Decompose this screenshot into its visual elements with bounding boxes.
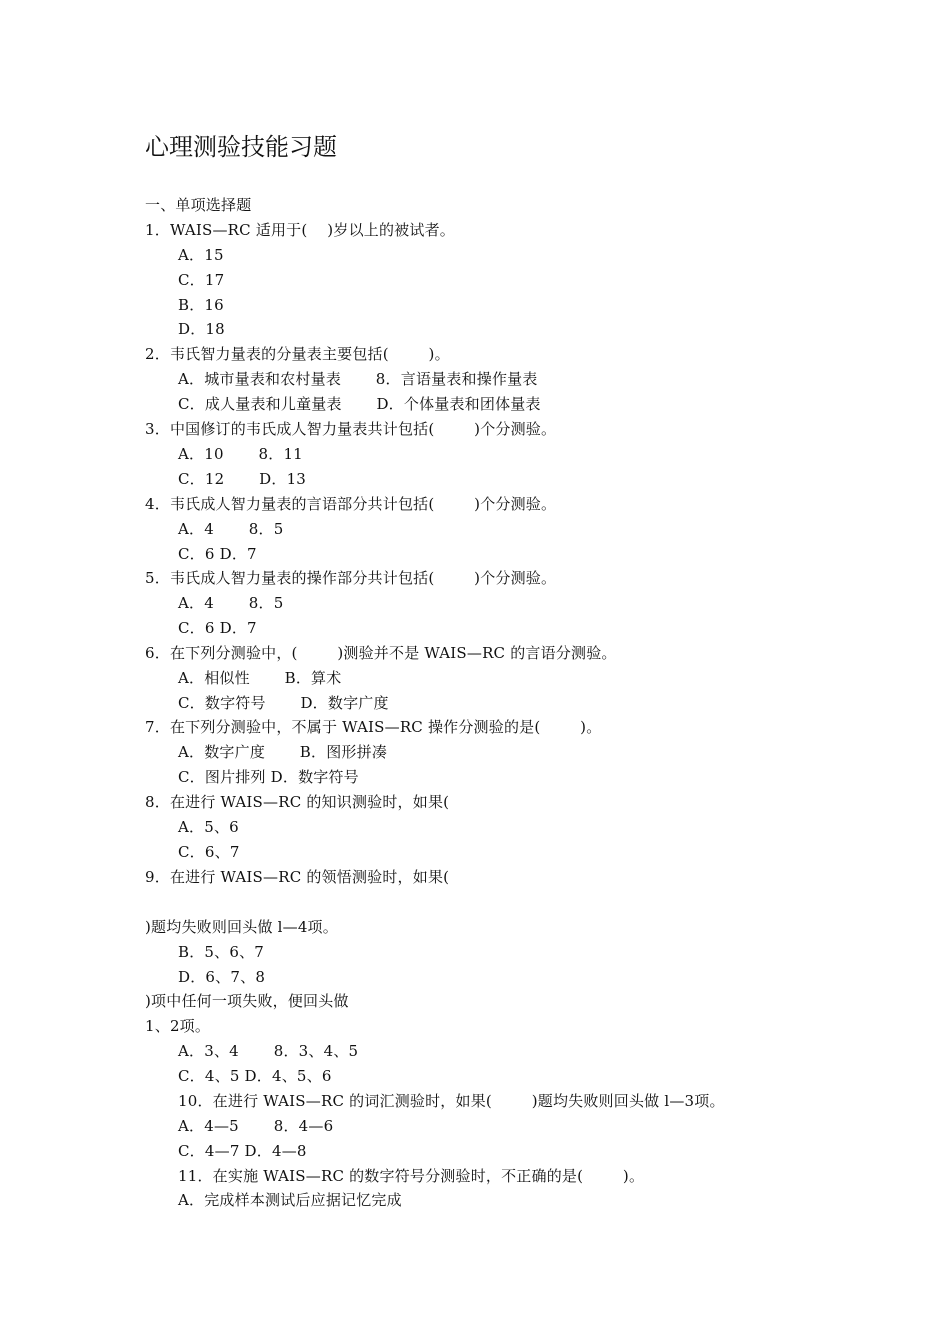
option-line: A．10 8．11 [178, 445, 303, 463]
question-2: 2．韦氏智力量表的分量表主要包括( )。 [145, 345, 450, 363]
question-10: 10．在进行 WAIS—RC 的词汇测验时，如果( )题均失败则回头做 l—3项。 [178, 1092, 725, 1110]
option-line: C．4、5 D．4、5、6 [178, 1067, 332, 1085]
section-heading: 一、单项选择题 [145, 196, 252, 214]
option-line: C．图片排列 D．数字符号 [178, 768, 359, 786]
option-line: B．5、6、7 [178, 943, 265, 961]
question-7: 7．在下列分测验中，不属于 WAIS—RC 操作分测验的是( )。 [145, 718, 602, 736]
document-title: 心理测验技能习题 [145, 133, 337, 161]
option-line: A．5、6 [178, 818, 239, 836]
option-line: A．城市量表和农村量表 8．言语量表和操作量表 [178, 370, 538, 388]
option-line: D．6、7、8 [178, 968, 266, 986]
continuation-line: 1、2项。 [145, 1017, 211, 1035]
option-line: C．6、7 [178, 843, 240, 861]
option-line: A．数字广度 B．图形拼凑 [178, 743, 388, 761]
option-line: C．6 D．7 [178, 619, 257, 637]
option-line: A．15 [178, 246, 224, 264]
question-3: 3．中国修订的韦氏成人智力量表共计包括( )个分测验。 [145, 420, 557, 438]
question-1: 1．WAIS—RC 适用于( )岁以上的被试者。 [145, 221, 455, 239]
option-line: A．4—5 8．4—6 [178, 1117, 334, 1135]
option-line: B．16 [178, 296, 224, 314]
option-line: C．6 D．7 [178, 545, 257, 563]
question-5: 5．韦氏成人智力量表的操作部分共计包括( )个分测验。 [145, 569, 557, 587]
question-8: 8．在进行 WAIS—RC 的知识测验时，如果( [145, 793, 450, 811]
option-line: C．数字符号 D．数字广度 [178, 694, 389, 712]
continuation-line: )题均失败则回头做 l—4项。 [145, 918, 338, 936]
continuation-line: )项中任何一项失败，便回头做 [145, 992, 349, 1010]
option-line: D．18 [178, 320, 225, 338]
option-line: C．成人量表和儿童量表 D．个体量表和团体量表 [178, 395, 541, 413]
option-line: C．4—7 D．4—8 [178, 1142, 307, 1160]
option-line: C．12 D．13 [178, 470, 307, 488]
option-line: A．完成样本测试后应据记忆完成 [178, 1191, 402, 1209]
question-11: 11．在实施 WAIS—RC 的数字符号分测验时，不正确的是( )。 [178, 1167, 645, 1185]
option-line: A．4 8．5 [178, 520, 284, 538]
option-line: A．相似性 B．算术 [178, 669, 342, 687]
option-line: A．4 8．5 [178, 594, 284, 612]
question-6: 6．在下列分测验中，( )测验并不是 WAIS—RC 的言语分测验。 [145, 644, 617, 662]
question-9: 9．在进行 WAIS—RC 的领悟测验时，如果( [145, 868, 450, 886]
option-line: C．17 [178, 271, 225, 289]
question-4: 4．韦氏成人智力量表的言语部分共计包括( )个分测验。 [145, 495, 557, 513]
option-line: A．3、4 8．3、4、5 [178, 1042, 359, 1060]
